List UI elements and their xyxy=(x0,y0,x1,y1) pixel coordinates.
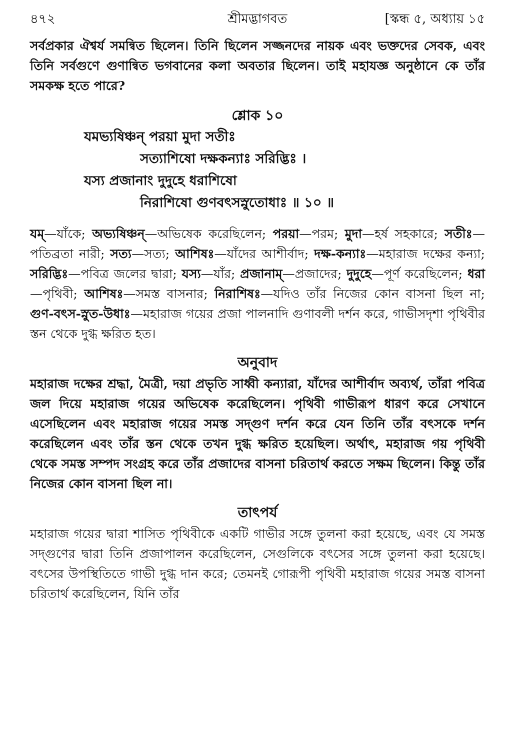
synonym-meaning: যাঁকে; xyxy=(56,226,93,241)
synonym-meaning: পরম; xyxy=(311,226,345,241)
synonym-term: আশিষঃ xyxy=(175,246,215,261)
intro-paragraph: সর্বপ্রকার ঐশ্বর্য সমন্বিত ছিলেন। তিনি ছিলেন সজ্জনদের নায়ক এবং ভক্তদের সেবক, এবং তিনি সর্বগুণে গুণান্বিত ভগবানের কলা অবতার ছিলেন। তাই মহাযজ্ঞ অনুষ্ঠানে কে তাঁর সমকক্ষ হতে পারে? xyxy=(30,38,485,93)
synonym-term: আশিষঃ xyxy=(84,286,124,301)
synonym-term: ধরা xyxy=(467,266,485,281)
synonym-term: সতীঃ xyxy=(444,226,473,241)
verse-line-4: নিরাশিষো গুণবৎসস্নুতোধাঃ ॥ ১০ ॥ xyxy=(140,195,334,211)
synonym-meaning: যদিও তাঁর নিজের কোন বাসনা ছিল না; xyxy=(273,286,485,301)
verse-block xyxy=(30,106,485,214)
synonym-meaning: পতিব্রতা নারী; xyxy=(30,246,111,261)
synonym-term: গুণ-বৎস-স্নুত-উধাঃ xyxy=(30,306,131,321)
synonym-meaning: মহারাজ গয়ের প্রজা পালনাদি গুণাবলী দর্শন করে, গাভীসদৃশা পৃথিবীর স্তন থেকে দুগ্ধ ক্ষরিত হত। xyxy=(30,306,485,341)
verse-heading: শ্লোক ১০ xyxy=(231,108,284,124)
synonym-meaning: সমস্ত বাসনার; xyxy=(135,286,215,301)
synonym-term: অভ্যষিঞ্চন্ xyxy=(92,226,145,241)
purport-text: মহারাজ গয়ের দ্বারা শাসিত পৃথিবীকে একটি গাভীর সঙ্গে তুলনা করা হয়েছে, এবং যে সমস্ত সদ্গুণের দ্বারা তিনি প্রজাপালন করেছিলেন, সেগুলিকে বৎসের সঙ্গে তুলনা করা হয়েছে। বৎসের উপস্থিতিতে গাভী দুগ্ধ দান করে; তেমনই গোরূপী পৃথিবী মহারাজ গয়ের সমস্ত বাসনা চরিতার্থ করেছিলেন, যিনি তাঁর xyxy=(30,526,485,601)
chapter-reference: [স্কন্ধ ৫, অধ্যায় ১৫ xyxy=(384,12,485,27)
page-number: ৪৭২ xyxy=(30,12,56,27)
page-content xyxy=(30,36,485,604)
synonym-term: নিরাশিষঃ xyxy=(214,286,261,301)
synonym-term: পরয়া xyxy=(272,226,300,241)
synonym-term: যস্য xyxy=(181,266,201,281)
synonym-meaning: পৃথিবী; xyxy=(42,286,85,301)
synonym-meaning: যাঁর; xyxy=(213,266,241,281)
synonym-meaning: যাঁদের আশীর্বাদ; xyxy=(226,246,315,261)
verse-line-1: যমভ্যষিঞ্চন্ পরয়া মুদা সতীঃ xyxy=(84,129,236,145)
verse-line-2: সত্যাশিষো দক্ষকন্যাঃ সরিদ্ভিঃ । xyxy=(140,151,307,167)
synonym-term: দুদুহে xyxy=(346,266,372,281)
synonym-meaning: হর্ষ সহকারে; xyxy=(374,226,445,241)
synonym-term: দক্ষ-কন্যাঃ xyxy=(314,246,367,261)
synonym-term: মুদা xyxy=(344,226,362,241)
translation-text: মহারাজ দক্ষের শ্রদ্ধা, মৈত্রী, দয়া প্রভৃতি সাধ্বী কন্যারা, যাঁদের আশীর্বাদ অব্যর্থ, তাঁরা পবিত্র জল দিয়ে মহারাজ গয়ের অভিষেক করেছিলেন। পৃথিবী গাভীরূপ ধারণ করে সেখানে এসেছিলেন এবং মহারাজ গয়ের সমস্ত সদ্গুণ দর্শন করে যেন তিনি তাঁর বৎসকে দর্শন করেছিলেন এবং তাঁর স্তন থেকে তখন দুগ্ধ ক্ষরিত হয়েছিল। অর্থাৎ, মহারাজ গয় পৃথিবী থেকে সমস্ত সম্পদ সংগ্রহ করে তাঁর প্রজাদের বাসনা চরিতার্থ করতে সক্ষম ছিলেন। কিন্তু তাঁর নিজের কোন বাসনা ছিল না। xyxy=(30,376,485,491)
verse-line-3: যস্য প্রজানাং দুদুহে ধরাশিষো xyxy=(84,173,237,189)
synonym-term: সত্য xyxy=(110,246,132,261)
synonym-meaning: পূর্ণ করেছিলেন; xyxy=(383,266,468,281)
synonym-meaning: প্রজাদের; xyxy=(294,266,347,281)
synonym-term: প্রজানাম্ xyxy=(240,266,283,281)
synonym-term: সরিদ্ভিঃ xyxy=(30,266,69,281)
translation-heading: অনুবাদ xyxy=(237,355,278,371)
book-title: শ্রীমদ্ভাগবত xyxy=(227,12,288,27)
synonym-meaning: সত্য; xyxy=(144,246,176,261)
purport-heading: তাৎপর্য xyxy=(237,505,278,521)
synonym-meaning: অভিষেক করেছিলেন; xyxy=(157,226,273,241)
synonym-term: যম্ xyxy=(30,226,45,241)
page-header xyxy=(30,8,485,30)
synonym-meaning: মহারাজ দক্ষের কন্যা; xyxy=(378,246,485,261)
word-meanings: যম্—যাঁকে; অভ্যষিঞ্চন্—অভিষেক করেছিলেন; পরয়া—পরম; মুদা—হর্ষ সহকারে; সতীঃ—পতিব্রতা নারী; সত্য—সত্য; আশিষঃ—যাঁদের আশীর্বাদ; দক্ষ-কন্যাঃ—মহারাজ দক্ষের কন্যা; সরিদ্ভিঃ—পবিত্র জলের দ্বারা; যস্য—যাঁর; প্রজানাম্—প্রজাদের; দুদুহে—পূর্ণ করেছিলেন; ধরা—পৃথিবী; আশিষঃ—সমস্ত বাসনার; নিরাশিষঃ—যদিও তাঁর নিজের কোন বাসনা ছিল না; গুণ-বৎস-স্নুত-উধাঃ—মহারাজ গয়ের প্রজা পালনাদি গুণাবলী দর্শন করে, গাভীসদৃশা পৃথিবীর স্তন থেকে দুগ্ধ ক্ষরিত হত। xyxy=(30,226,485,341)
synonym-meaning: পবিত্র জলের দ্বারা; xyxy=(80,266,182,281)
